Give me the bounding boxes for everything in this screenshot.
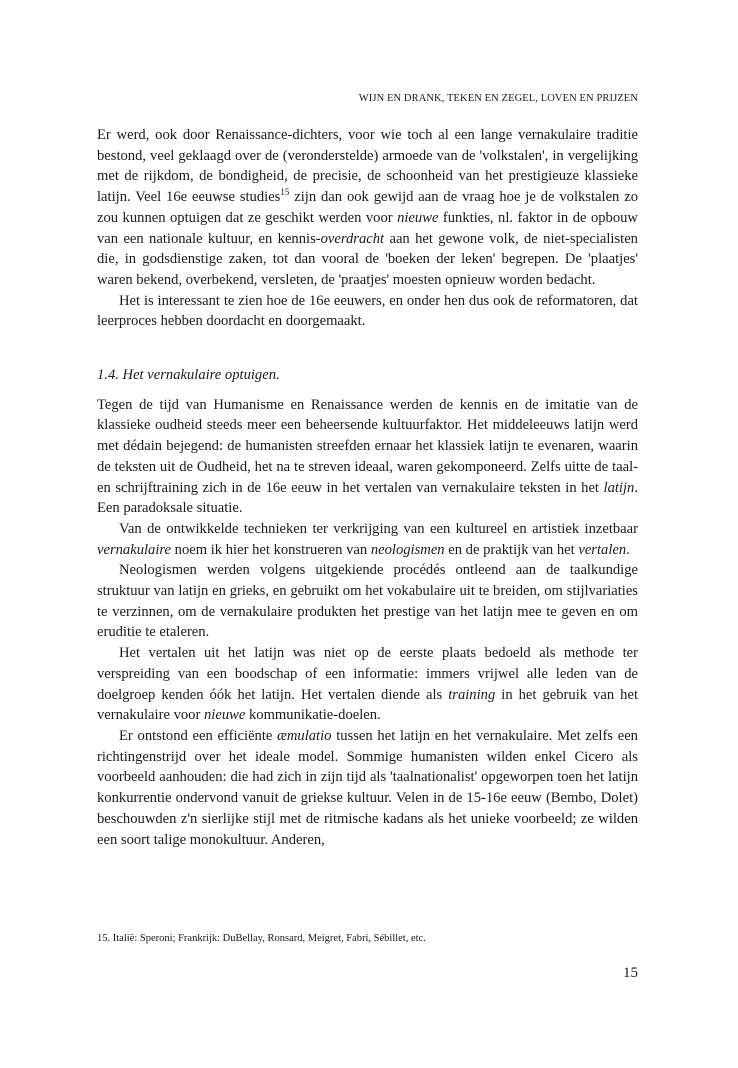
emphasis: nieuwe: [203, 707, 246, 724]
section-heading: 1.4. Het vernakulaire optuigen.: [97, 367, 280, 384]
footnote: 15. Italië: Speroni; Frankrijk: DuBellay, Ronsard, Meigret, Fabri, Sébillet, etc.: [97, 933, 426, 944]
text-run: . Een paradoksale situatie.: [97, 479, 638, 517]
paragraph-4: [97, 519, 638, 560]
text-run: .: [626, 541, 630, 558]
text-run: zijn dan ook gewijd aan de vraag hoe je de volkstalen zo zou kunnen optuigen dat ze geschikt werden voor: [97, 189, 638, 226]
text-run: en de praktijk van het: [444, 541, 579, 558]
text-run: Tegen de tijd van Humanisme en Renaissance werden de kennis en de imitatie van de klassieke oudheid steeds meer een beheersende kultuurfaktor. Het middeleeuws latijn werd met dédain bejegend: de humanisten streefden ernaar het klassiek latijn te evenaren, waarin de teksten uit de Oudheid, het na te streven ideaal, waren gekomponeerd. Zelfs uitte de taal- en schrijftraining zich in de 16e eeuw in het vertalen van vernakulaire teksten in het: [97, 396, 638, 496]
page-number: 15: [623, 965, 638, 981]
text-run: Er ontstond een efficiënte: [119, 727, 278, 744]
paragraph-6: [97, 643, 638, 726]
text-run: aan het gewone volk, de niet-specialisten die, in godsdienstige zaken, tot dan vooral de 'boeken der leken' begrepen. De 'plaatjes' waren bekend, overbekend, versleten, de 'praatjes' moesten opnieuw worden bedacht.: [97, 230, 638, 288]
paragraph-5: Neologismen werden volgens uitgekiende procédés ontleend aan de taalkundige struktuur van latijn en grieks, en gebruikt om het vokabulaire uit te breiden, om stijlvariaties te verzinnen, om de vernakulaire produkten het prestige van het latijn mee te geven en om eruditie te etaleren.: [97, 562, 638, 641]
text-run: Er werd, ook door Renaissance-dichters, voor wie toch al een lange vernakulaire traditie bestond, veel geklaagd over de (veronderstelde) armoede van de 'volkstalen', in vergelijking met de rijkdom, de bondigheid, de precisie, de schoonheid van het prestigieuze klassieke latijn. Veel 16e eeuwse studies: [97, 127, 638, 206]
text-run: tussen het latijn en het vernakulaire. Met zelfs een richtingenstrijd over het ideale model. Sommige humanisten wilden enkel Cicero als voorbeeld aanhouden: die had zich in zijn tijd als 'taalnationalist' opgeworpen toen het latijn konkurrentie ondervond vanuit de griekse kultuur. Velen in de 15-16e eeuw (Bembo, Dolet) beschouwden z'n sierlijke stijl met de ritmische kadans als het unieke voorbeeld; ze wilden een soort talige monokultuur. Anderen,: [97, 727, 638, 848]
paragraph-3: [97, 395, 638, 519]
text-run: Van de ontwikkelde technieken ter verkrijging van een kultureel en artistiek inzetbaar: [119, 520, 638, 537]
text-run: funkties, nl. faktor in de opbouw van een nationale kultuur, en kennis-: [97, 209, 638, 247]
paragraph-2: Het is interessant te zien hoe de 16e eeuwers, en onder hen dus ook de reformatoren, dat leerproces hebben doordacht en doorgemaakt.: [97, 292, 638, 330]
text-run: in het gebruik van het vernakulaire voor: [97, 686, 639, 724]
emphasis: training: [448, 686, 496, 703]
paragraph-7: [97, 726, 638, 850]
emphasis: nieuwe: [397, 209, 439, 226]
emphasis: vernakulaire: [97, 541, 172, 558]
footnote-ref: 15: [280, 187, 290, 198]
text-run: kommunikatie-doelen.: [245, 707, 381, 724]
emphasis: vertalen: [578, 541, 627, 558]
running-head: WIJN EN DRANK, TEKEN EN ZEGEL, LOVEN EN PRIJZEN: [358, 93, 638, 104]
emphasis: neologismen: [370, 541, 445, 558]
text-run: Het vertalen uit het latijn was niet op de eerste plaats bedoeld als methode ter verspreiding van een boodschap of een informatie: immers vrijwel alle leden van de doelgroep kenden óók het latijn. Het vertalen diende als: [97, 645, 638, 703]
emphasis: æmulatio: [277, 727, 332, 744]
paragraph-1: [97, 125, 638, 291]
text-run: noem ik hier het konstrueren van: [171, 541, 371, 558]
emphasis: latijn: [603, 479, 635, 496]
emphasis: overdracht: [320, 230, 385, 247]
body-text: [97, 125, 638, 850]
